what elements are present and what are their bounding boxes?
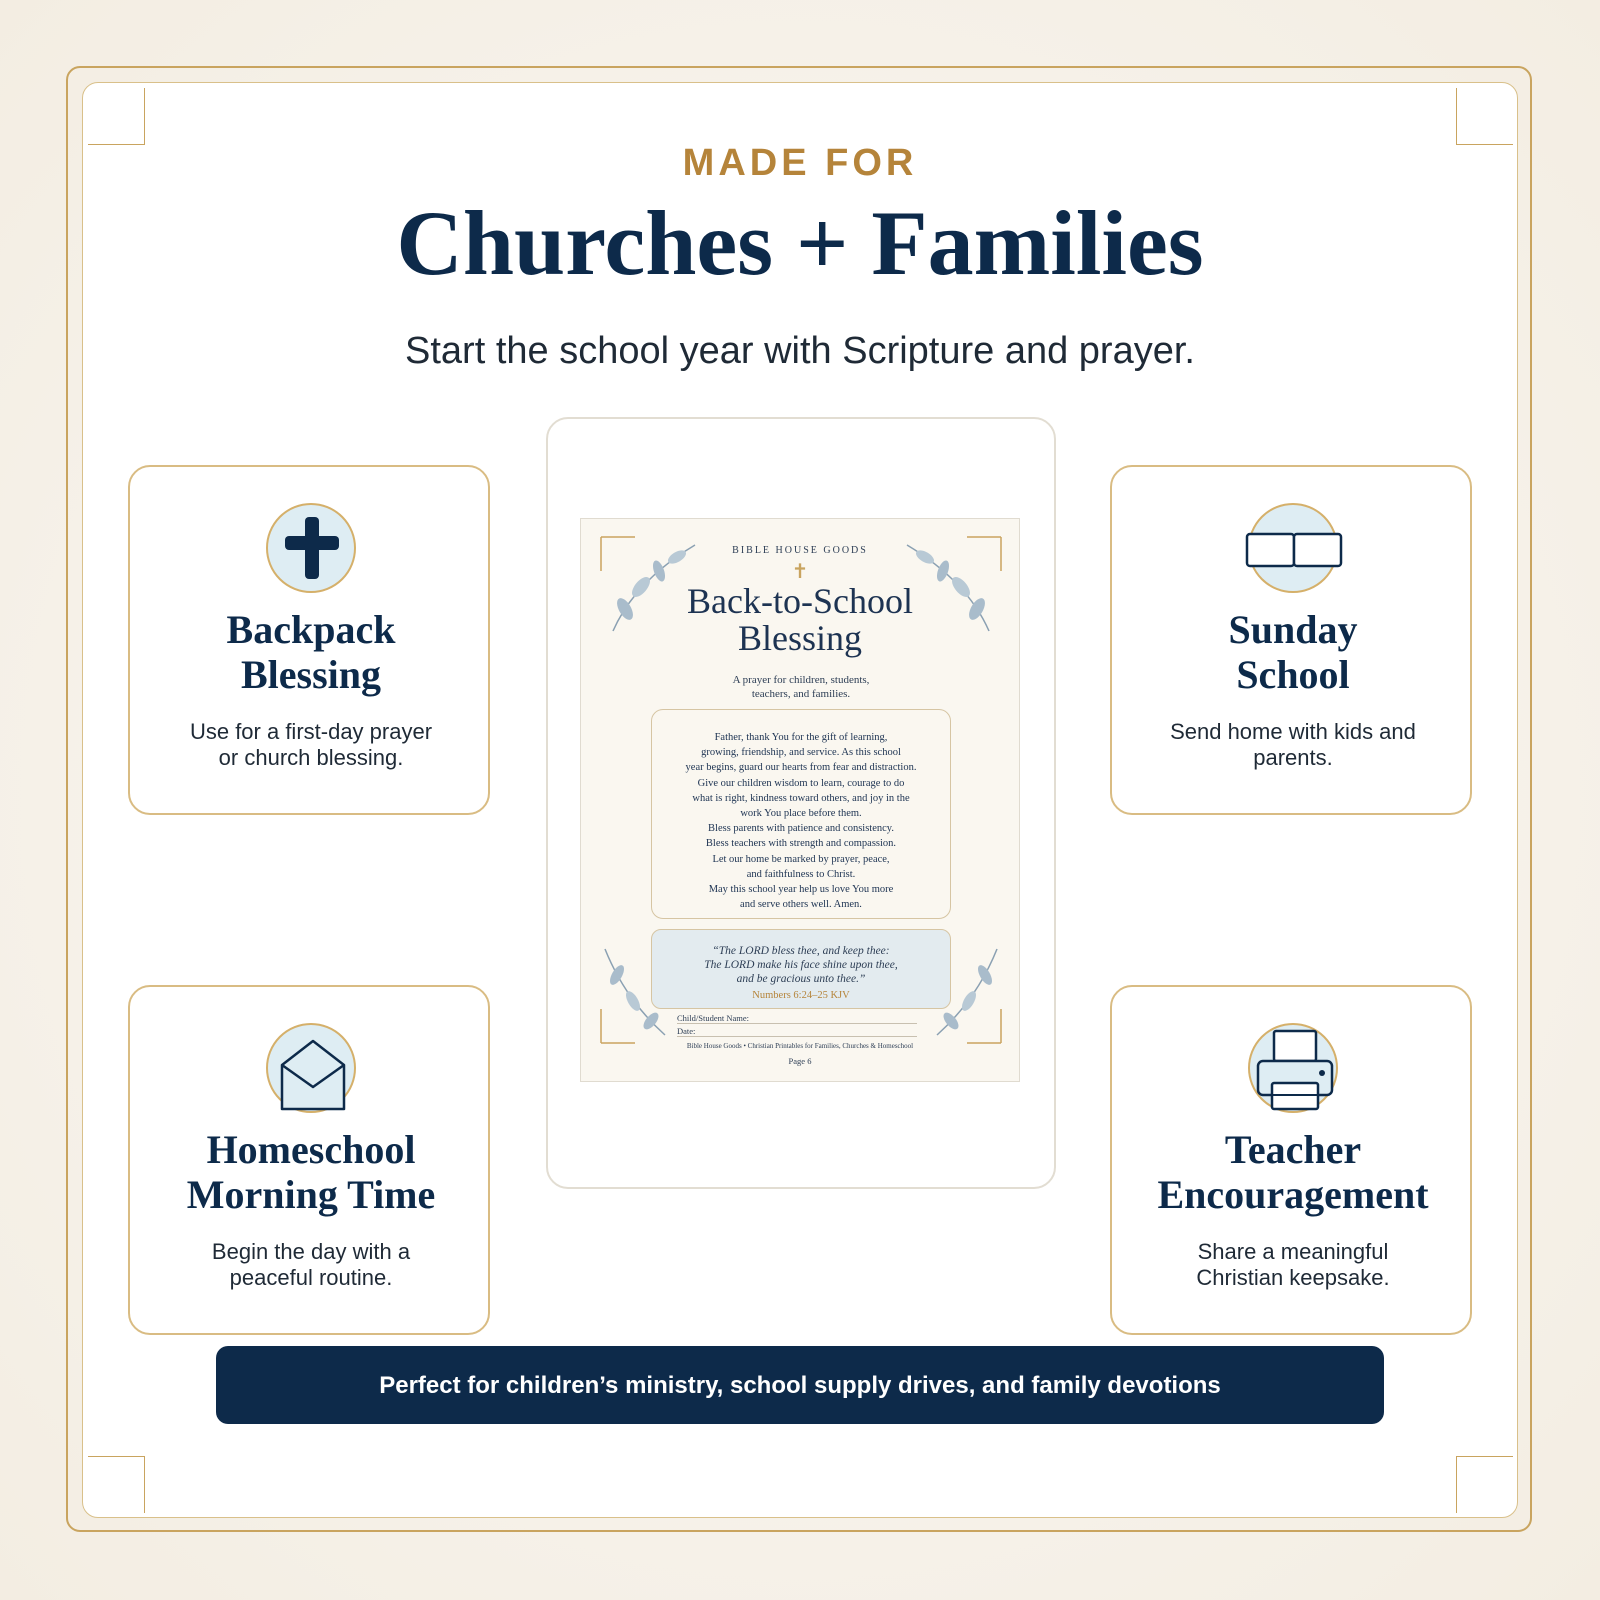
footer-banner [216,1346,1384,1424]
verse-text: “The LORD bless thee, and keep thee: The LORD make his face shine upon thee, and be gracious unto thee.” [704,945,898,985]
prayer-box [651,709,951,919]
banner-text: Perfect for children’s ministry, school supply drives, and family devotions [379,1372,1221,1399]
verse-box [651,929,951,1009]
page-subtitle: Start the school year with Scripture and prayer. [405,330,1195,372]
open-book-icon [1248,503,1338,593]
corner-ornament-bottom-left [88,1456,145,1513]
corner-ornament-bottom-right [1456,1456,1513,1513]
card-title: Homeschool Morning Time [186,1127,436,1217]
document-subtitle: A prayer for children, students, teachers, and families. [732,674,870,700]
prayer-line: and serve others well. Amen. [740,899,862,911]
card-title: Teacher Encouragement [1157,1127,1429,1217]
verse-reference: Numbers 6:24–25 KJV [752,990,850,1001]
prayer-line: what is right, kindness toward others, and joy in the [692,792,910,804]
prayer-line: Let our home be marked by prayer, peace, [712,853,890,865]
small-cross-icon: ✝ [791,561,809,583]
printer-icon [1248,1023,1338,1113]
card-homeschool-morning-time [128,985,490,1335]
card-teacher-encouragement [1110,985,1472,1335]
prayer-line: Bless teachers with strength and compassion. [705,838,897,850]
envelope-icon [266,1023,356,1113]
prayer-line: work You place before them. [740,808,862,820]
card-description: Send home with kids and parents. [1170,719,1416,770]
prayer-line: May this school year help us love You more [708,884,894,896]
prayer-line: growing, friendship, and service. As this school [701,747,901,759]
corner-ornament-top-right [1456,88,1513,145]
prayer-line: Bless parents with patience and consistency. [708,823,894,835]
card-title: Sunday School [1228,607,1358,697]
prayer-line: year begins, guard our hearts from fear and distraction. [685,762,917,774]
eyebrow-label: MADE FOR [682,142,918,184]
page-title: Churches + Families [396,192,1204,294]
document-footer: Bible House Goods • Christian Printables for Families, Churches & Homeschool [686,1042,914,1050]
card-description: Use for a first-day prayer or church blessing. [189,719,433,770]
prayer-line: and faithfulness to Christ. [746,868,856,880]
prayer-text [660,730,942,912]
prayer-line: Father, thank You for the gift of learning, [714,732,888,743]
printable-document [580,518,1020,1082]
prayer-line: Give our children wisdom to learn, courage to do [697,777,905,789]
page-number: Page 6 [788,1056,812,1066]
card-title: Backpack Blessing [226,607,396,697]
card-description: Share a meaningful Christian keepsake. [1196,1239,1390,1290]
name-field-label: Child/Student Name: [677,1013,917,1024]
card-sunday-school [1110,465,1472,815]
document-title: Back-to-School Blessing [687,581,913,658]
cross-icon [266,503,356,593]
corner-ornament-top-left [88,88,145,145]
document-brand: BIBLE HOUSE GOODS [732,545,868,556]
card-description: Begin the day with a peaceful routine. [211,1239,411,1290]
date-field-label: Date: [677,1026,917,1037]
card-backpack-blessing [128,465,490,815]
